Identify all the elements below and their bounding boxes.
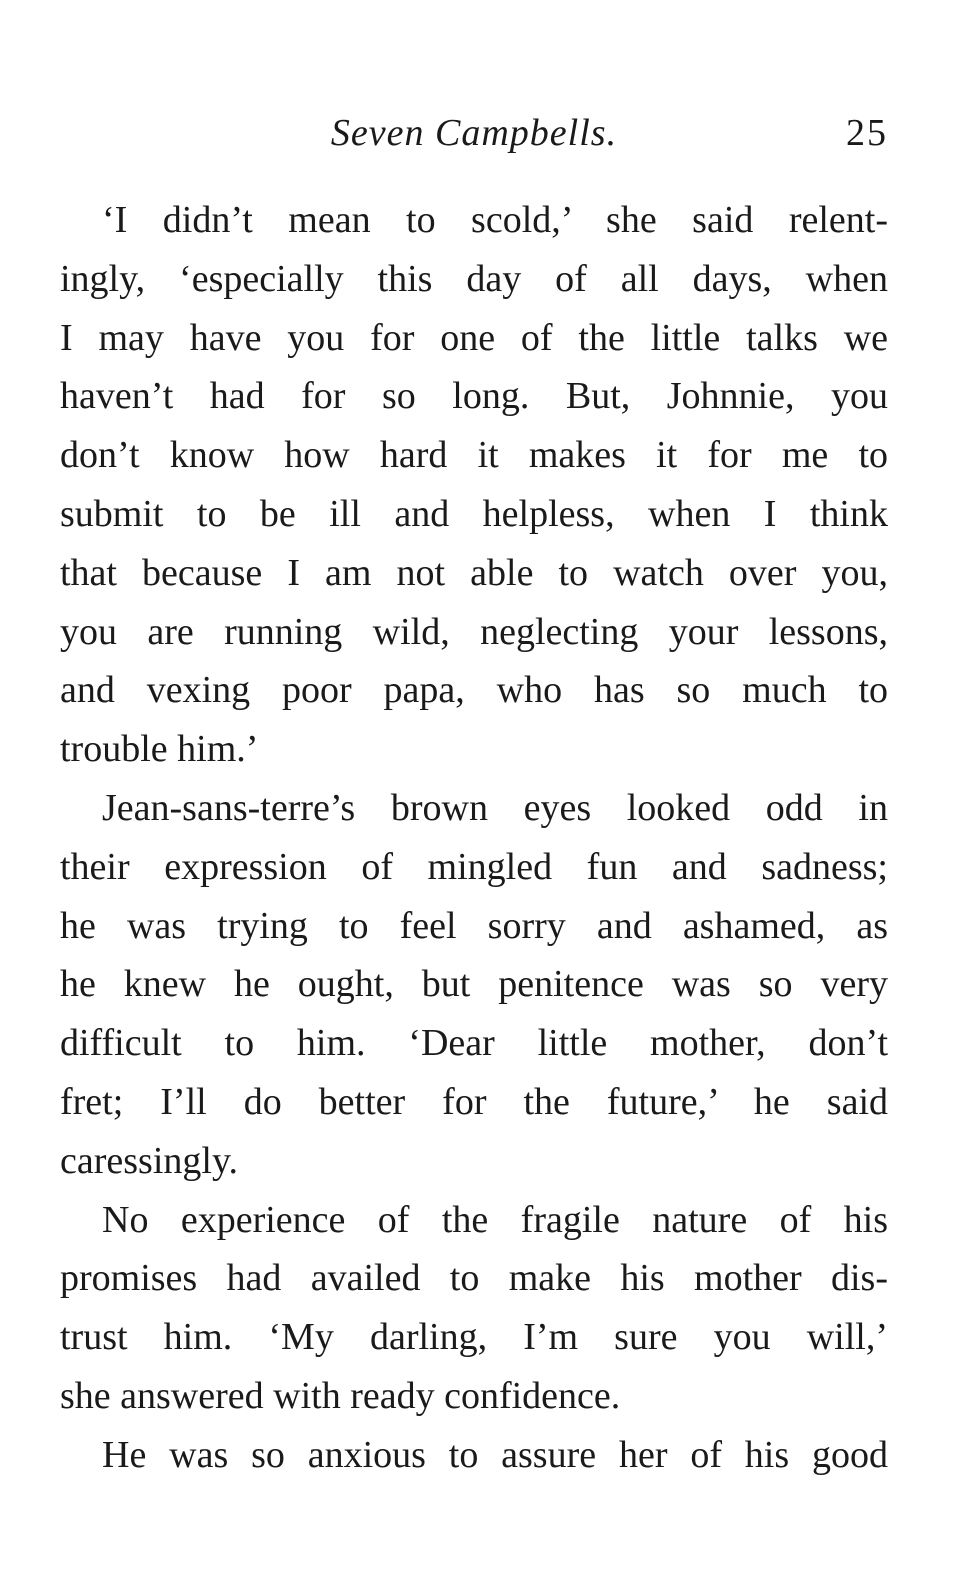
text-line: ‘I didn’t mean to scold,’ she said relent- [102,199,888,241]
text-line: Jean-sans-terre’s brown eyes looked odd in [102,786,888,829]
text-line: He was so anxious to assure her of his good [102,1433,888,1476]
text-line: trust him. ‘My darling, I’m sure you will,’ [60,1316,888,1359]
text-line: he was trying to feel sorry and ashamed, as [60,904,888,947]
text-line: fret; I’ll do better for the future,’ he said [60,1080,888,1123]
text-line: she answered with ready confidence. [60,1374,621,1417]
text-line: difficult to him. ‘Dear little mother, don’t [60,1022,888,1065]
text-line: and vexing poor papa, who has so much to [60,669,888,712]
text-line: trouble him.’ [60,728,259,771]
text-line: haven’t had for so long. But, Johnnie, you [60,375,888,418]
text-line: that because I am not able to watch over you, [60,551,888,594]
text-line: No experience of the fragile nature of his [102,1198,888,1241]
page-number: 25 [846,112,888,154]
text-line: he knew he ought, but penitence was so very [60,963,888,1006]
text-line: don’t know how hard it makes it for me to [60,434,888,477]
text-line: submit to be ill and helpless, when I think [60,492,888,535]
text-line: I may have you for one of the little talks we [60,316,888,359]
text-line: their expression of mingled fun and sadness; [60,845,888,888]
text-line: caressingly. [60,1139,238,1182]
text-line: promises had availed to make his mother dis- [60,1257,888,1300]
running-head [60,108,888,158]
running-title: Seven Campbells. [330,112,618,154]
text-line: ingly, ‘especially this day of all days, when [60,257,888,300]
body-text [60,191,888,1485]
text-line: you are running wild, neglecting your lessons, [60,610,888,653]
